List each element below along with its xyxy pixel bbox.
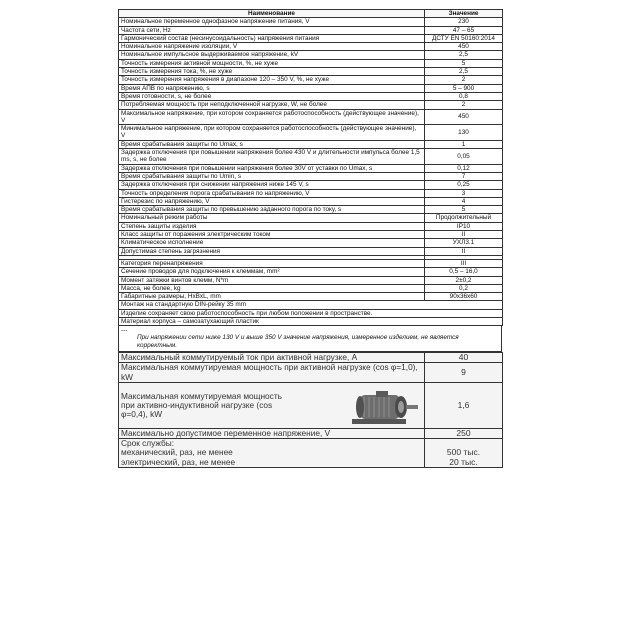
spec-row: [119, 18, 503, 26]
spec-name: Частота сети, Hz: [119, 26, 425, 34]
spec-row: [119, 34, 503, 42]
spec-row: [119, 164, 503, 172]
spec-table: [118, 9, 503, 326]
spec-name: Степень защиты изделия: [119, 222, 425, 230]
spec-name: Время готовности, s, не более: [119, 92, 425, 100]
header-row: [119, 10, 503, 18]
footnote-dash: ---: [121, 327, 128, 335]
spec-value: УХЛ3.1: [425, 239, 503, 247]
spec-value: 5: [425, 206, 503, 214]
spec-row: [119, 259, 503, 267]
spec-value: 7: [425, 172, 503, 180]
spec-row: [119, 239, 503, 247]
spec-row: [119, 125, 503, 141]
relay-value: 250: [425, 428, 503, 438]
spec-name: Задержка отключения при снижении напряжения ниже 145 V, s: [119, 181, 425, 189]
spec-name: Задержка отключения при повышении напряжения более 30V от уставки по Umax, s: [119, 164, 425, 172]
spec-value: III: [425, 259, 503, 267]
spec-row: [119, 92, 503, 100]
relay-row: [119, 353, 503, 363]
spec-value: 0,05: [425, 149, 503, 165]
service-elec-value: 20 тыс.: [449, 456, 478, 467]
spec-row: [119, 247, 503, 255]
service-life-row: [119, 439, 503, 468]
relay-table: [118, 352, 503, 467]
spec-row: [119, 189, 503, 197]
header-value: Значение: [425, 10, 503, 18]
spec-value: 5: [425, 59, 503, 67]
spec-value: 0,25: [425, 181, 503, 189]
spec-name: Точность измерения активной мощности, %, не хуже: [119, 59, 425, 67]
spec-value: 0,8: [425, 92, 503, 100]
relay-row: [119, 382, 503, 428]
spec-value: IP10: [425, 222, 503, 230]
spec-value: 2,5: [425, 68, 503, 76]
spec-name: Габаритные размеры, HxBxL, mm: [119, 293, 425, 301]
relay-value: 40: [425, 353, 503, 363]
spec-name: Момент затяжки винтов клемм, N*m: [119, 276, 425, 284]
spec-name: Время срабатывания защиты по Umin, s: [119, 172, 425, 180]
spec-name: Номинальное переменное однофазное напряжение питания, V: [119, 18, 425, 26]
spec-name: Максимальное напряжение, при котором сохраняется работоспособность (действующее значение), V: [119, 109, 425, 125]
spec-row: [119, 84, 503, 92]
spec-row: [119, 231, 503, 239]
spec-row: [119, 76, 503, 84]
spec-value: 2±0,2: [425, 276, 503, 284]
spec-value: 450: [425, 109, 503, 125]
spec-name: Категория перенапряжения: [119, 259, 425, 267]
spec-row: [119, 197, 503, 205]
service-elec: электрический, раз, не менее: [121, 456, 236, 467]
spec-sheet: [118, 9, 502, 468]
relay-name: Максимально допустимое переменное напряжение, V: [119, 428, 425, 438]
relay-name-text: Максимальная коммутируемая мощность при активно-индуктивной нагрузке (cos φ=0,4), kW: [121, 390, 282, 419]
spec-full-row: [119, 309, 503, 317]
spec-row: [119, 68, 503, 76]
relay-name: Максимальная коммутируемая мощность при активной нагрузке (cos φ=1,0), kW: [119, 363, 425, 382]
spec-full-rows: [119, 301, 503, 326]
spec-row: [119, 140, 503, 148]
spec-name: Потребляемая мощность при неподключенной нагрузке, W, не более: [119, 101, 425, 109]
spec-full-row: [119, 301, 503, 309]
spec-value: II: [425, 231, 503, 239]
relay-value: 9: [425, 363, 503, 382]
relay-row: [119, 363, 503, 382]
spec-name: Класс защиты от поражения электрическим током: [119, 231, 425, 239]
spec-full-text: Монтаж на стандартную DIN-рейку 35 mm: [119, 301, 503, 309]
footnote-text: При напряжении сети ниже 130 V и выше 350 V значение напряжения, измеренное изделием, не является корректным.: [137, 334, 459, 349]
spec-name: Точность измерения тока, %, не хуже: [119, 68, 425, 76]
spec-value: II: [425, 247, 503, 255]
spec-name: Точность определения порога срабатывания по напряжению, V: [119, 189, 425, 197]
spec-row: [119, 149, 503, 165]
spec-name: Номинальное напряжение изоляции, V: [119, 43, 425, 51]
spec-name: Масса, не более, kg: [119, 284, 425, 292]
spec-value: 3: [425, 189, 503, 197]
relay-name: [119, 382, 425, 428]
spec-name: Точность измерения напряжения в диапазоне 120 – 350 V, %, не хуже: [119, 76, 425, 84]
motor-icon: [350, 389, 420, 427]
spec-value: 5 – 900: [425, 84, 503, 92]
spec-row: [119, 214, 503, 222]
spec-name: Гармонический состав (несинусоидальность) напряжения питания: [119, 34, 425, 42]
spec-name: Время срабатывания защиты по Umax, s: [119, 140, 425, 148]
spec-name: Гистерезис по напряжению, V: [119, 197, 425, 205]
spec-name: Допустимая степень загрязнения: [119, 247, 425, 255]
spec-full-text: Материал корпуса – самозатухающий пластик: [119, 317, 503, 325]
spec-row: [119, 109, 503, 125]
spec-row: [119, 51, 503, 59]
spec-full-row: [119, 317, 503, 325]
spec-rows: [119, 18, 503, 301]
spec-name: Климатическое исполнение: [119, 239, 425, 247]
spec-name: Задержка отключения при повышении напряжения более 430 V и длительности импульса более 1,5 ms, s, не более: [119, 149, 425, 165]
spec-value: 90x36x60: [425, 293, 503, 301]
spec-name: Минимальное напряжение, при котором сохраняется работоспособность (действующее значение), V: [119, 125, 425, 141]
service-life-values: [425, 439, 503, 468]
service-title: Срок службы:: [121, 438, 175, 449]
spec-value: 4: [425, 197, 503, 205]
spec-row: [119, 59, 503, 67]
spec-value: 450: [425, 43, 503, 51]
spec-row: [119, 43, 503, 51]
relay-row: [119, 428, 503, 438]
service-mech: механический, раз, не менее: [121, 447, 233, 458]
spec-row: [119, 293, 503, 301]
spec-value: 0,5 – 16,0: [425, 268, 503, 276]
spec-value: 0,12: [425, 164, 503, 172]
spec-row: [119, 276, 503, 284]
spec-value: 47 – 65: [425, 26, 503, 34]
spec-row: [119, 26, 503, 34]
spec-row: [119, 268, 503, 276]
spec-value: 1: [425, 140, 503, 148]
spec-value: 0,2: [425, 284, 503, 292]
spec-value: 130: [425, 125, 503, 141]
spec-row: [119, 206, 503, 214]
service-life-labels: [119, 439, 425, 468]
spec-row: [119, 181, 503, 189]
spec-row: [119, 284, 503, 292]
spec-value: 2: [425, 76, 503, 84]
footnote: [118, 326, 502, 352]
spec-value: ДСТУ EN 50160:2014: [425, 34, 503, 42]
spec-name: Сечение проводов для подключения к клеммам, mm²: [119, 268, 425, 276]
spec-value: 230: [425, 18, 503, 26]
spec-name: Время срабатывания защиты по превышению заданного порога по току, s: [119, 206, 425, 214]
spec-value: Продолжительный: [425, 214, 503, 222]
header-name: Наименование: [119, 10, 425, 18]
service-mech-value: 500 тыс.: [446, 447, 481, 458]
spec-name: Время АПВ по напряжению, s: [119, 84, 425, 92]
relay-value: 1,6: [425, 382, 503, 428]
spec-value: 2,5: [425, 51, 503, 59]
spec-value: 2: [425, 101, 503, 109]
spec-row: [119, 172, 503, 180]
spec-name: Номинальное импульсное выдерживаемое напряжение, kV: [119, 51, 425, 59]
spec-name: Номинальный режим работы: [119, 214, 425, 222]
spec-full-text: Изделие сохраняет свою работоспособность при любом положении в пространстве.: [119, 309, 503, 317]
relay-name: Максимальный коммутируемый ток при активной нагрузке, А: [119, 353, 425, 363]
spec-row: [119, 101, 503, 109]
spec-row: [119, 222, 503, 230]
